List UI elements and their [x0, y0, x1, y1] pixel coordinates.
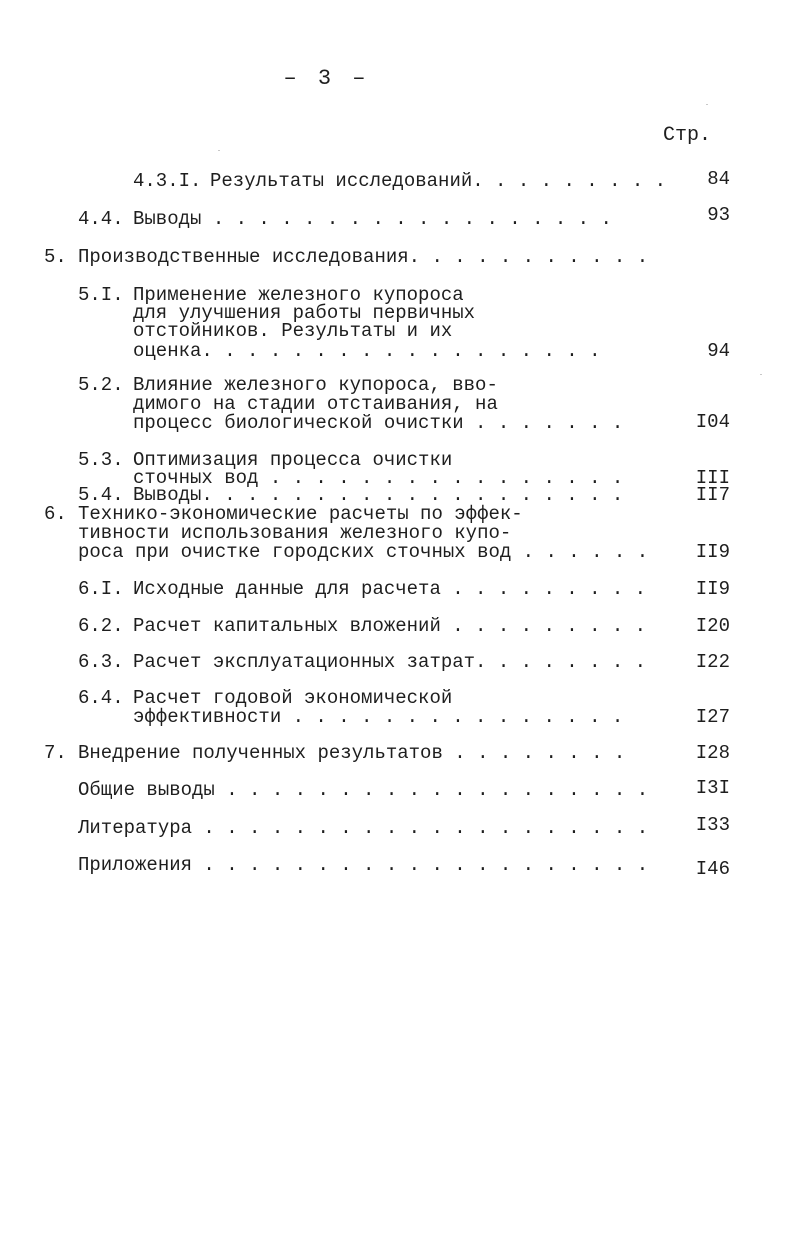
toc-title: Приложения . . . . . . . . . . . . . . . . . . . . [78, 854, 649, 876]
toc-number: 5.4. [78, 484, 124, 506]
toc-page: II9 [695, 541, 730, 563]
toc-page: I3I [695, 777, 730, 799]
toc-title: Применение железного купороса [133, 284, 464, 306]
toc-title: эффективности . . . . . . . . . . . . . . . [133, 706, 624, 728]
toc-number: 6.2. [78, 615, 124, 637]
toc-number: 6.4. [78, 687, 124, 709]
toc-page: I33 [695, 814, 730, 836]
toc-number: 5.I. [78, 284, 124, 306]
toc-title: Общие выводы . . . . . . . . . . . . . . . . . . . [78, 779, 649, 801]
toc-title: Технико-экономические расчеты по эффек- [78, 503, 523, 525]
toc-title: Расчет эксплуатационных затрат. . . . . . . . [133, 651, 647, 673]
toc-page: 93 [707, 204, 730, 226]
toc-title: димого на стадии отстаивания, на [133, 393, 498, 415]
toc-page: II9 [695, 578, 730, 600]
toc-number: 6.I. [78, 578, 124, 600]
toc-title: Расчет капитальных вложений . . . . . . . . . [133, 615, 647, 637]
toc-number: 6. [44, 503, 67, 525]
toc-title: процесс биологической очистки . . . . . . . [133, 412, 624, 434]
toc-page: II7 [695, 484, 730, 506]
toc-title: Производственные исследования. . . . . . . . . . . [78, 246, 649, 268]
toc-title: Влияние железного купороса, вво- [133, 374, 498, 396]
toc-page: I20 [695, 615, 730, 637]
toc-number: 7. [44, 742, 67, 764]
toc-title: сточных вод . . . . . . . . . . . . . . . . [133, 467, 624, 489]
scan-speck [706, 104, 708, 105]
toc-title: Выводы . . . . . . . . . . . . . . . . . . [133, 208, 612, 230]
toc-page: III [695, 467, 730, 489]
toc-page: I22 [695, 651, 730, 673]
toc-title: Исходные данные для расчета . . . . . . . . . [133, 578, 647, 600]
toc-page: 84 [707, 168, 730, 190]
toc-number: 5.2. [78, 374, 124, 396]
scan-speck [218, 150, 220, 151]
toc-number: 6.3. [78, 651, 124, 673]
toc-title: роса при очистке городских сточных вод . . . . . . [78, 541, 649, 563]
toc-title: Расчет годовой экономической [133, 687, 453, 709]
toc-title: Выводы. . . . . . . . . . . . . . . . . . . [133, 484, 624, 506]
scan-speck [760, 374, 762, 375]
toc-title: Оптимизация процесса очистки [133, 449, 453, 471]
toc-title: Внедрение полученных результатов . . . . . . . . [78, 742, 626, 764]
toc-title: Литература . . . . . . . . . . . . . . . . . . . . [78, 817, 649, 839]
toc-number: 5.3. [78, 449, 124, 471]
toc-page: 94 [707, 340, 730, 362]
toc-title: отстойников. Результаты и их [133, 320, 453, 342]
toc-title: оценка. . . . . . . . . . . . . . . . . . [133, 340, 601, 362]
toc-page: I04 [695, 411, 730, 433]
toc-number: 4.4. [78, 208, 124, 230]
toc-title: Результаты исследований. . . . . . . . . [210, 170, 667, 192]
toc-page: I28 [695, 742, 730, 764]
toc-number: 5. [44, 246, 67, 268]
toc-title: тивности использования железного купо- [78, 522, 512, 544]
toc-title: для улучшения работы первичных [133, 302, 476, 324]
toc-number: 4.3.I. [133, 170, 202, 192]
toc-page: I46 [695, 858, 730, 880]
toc-page: I27 [695, 706, 730, 728]
page-column-header: Стр. [662, 124, 711, 147]
page-number: – 3 – [283, 66, 370, 91]
